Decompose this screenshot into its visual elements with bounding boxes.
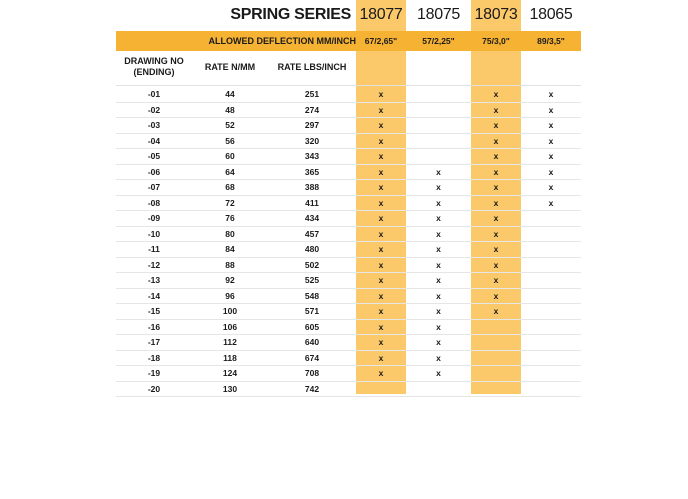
cell-mark-18073: x [493,244,499,254]
cell-mark-18065: x [548,197,554,208]
cell-rate-nmm: 68 [225,182,235,192]
cell-mark-18075: x [436,182,441,192]
cell-rate-lbs: 320 [304,135,320,146]
cell-rate-nmm: 72 [225,197,235,208]
cell-rate-lbs: 525 [304,275,320,285]
cell-mark-18065: x [548,120,554,130]
cell-mark-18075: x [436,352,441,363]
cell-rate-nmm: 56 [225,135,235,146]
cell-drawing-no: -16 [147,321,161,332]
cell-rate-lbs: 297 [304,120,320,130]
cell-mark-18075: x [436,213,441,223]
cell-mark-18077: x [378,368,384,378]
cell-mark-18073: x [493,306,499,316]
cell-mark-18073: x [493,228,499,239]
cell-drawing-no: -18 [147,352,161,363]
cell-mark-18077: x [378,352,384,363]
cell-drawing-no: -07 [147,182,161,192]
cell-drawing-no: -01 [147,89,161,99]
series-18075: 18075 [417,6,460,23]
cell-mark-18077: x [378,259,384,270]
cell-mark-18065: x [548,89,554,99]
cell-mark-18075: x [436,368,441,378]
cell-rate-nmm: 118 [223,352,237,363]
cell-mark-18077: x [378,290,384,301]
cell-rate-lbs: 388 [304,182,320,192]
table-row [116,148,581,165]
cell-mark-18077: x [378,135,384,146]
cell-rate-nmm: 106 [222,321,238,332]
deflection-18077: 67/2,65" [364,36,398,46]
table-row [116,164,581,181]
cell-rate-nmm: 112 [223,337,237,347]
table-row [116,117,581,134]
cell-mark-18077: x [378,244,384,254]
cell-rate-lbs: 708 [304,368,320,378]
table-row [116,226,581,243]
header-rate-lbs: RATE LBS/INCH [277,62,347,72]
cell-mark-18075: x [436,337,441,347]
cell-mark-18073: x [493,104,499,115]
cell-mark-18077: x [378,197,384,208]
cell-rate-nmm: 64 [225,166,235,177]
deflection-18073: 75/3,0" [482,36,510,46]
cell-rate-lbs: 434 [304,213,320,223]
cell-rate-nmm: 124 [222,368,238,378]
cell-rate-nmm: 130 [222,383,238,394]
cell-drawing-no: -08 [147,197,161,208]
header-rate-nmm: RATE N/MM [204,62,256,72]
cell-mark-18077: x [378,120,384,130]
cell-drawing-no: -12 [147,259,161,270]
cell-drawing-no: -15 [147,306,161,316]
cell-drawing-no: -04 [147,135,161,146]
cell-mark-18075: x [436,166,441,177]
cell-mark-18075: x [436,197,441,208]
cell-drawing-no: -05 [147,151,161,161]
cell-mark-18073: x [493,275,499,285]
cell-rate-nmm: 92 [225,275,235,285]
cell-mark-18073: x [493,151,499,161]
table-row [116,133,581,150]
cell-mark-18073: x [493,213,499,223]
series-18077: 18077 [359,6,403,23]
cell-mark-18073: x [493,120,499,130]
series-header-row [116,0,581,30]
cell-mark-18075: x [436,275,441,285]
cell-mark-18073: x [493,182,499,192]
cell-drawing-no: -10 [147,228,161,239]
cell-rate-lbs: 251 [304,89,320,99]
cell-mark-18077: x [378,89,384,99]
cell-mark-18075: x [436,321,441,332]
cell-rate-nmm: 96 [225,290,235,301]
cell-mark-18077: x [378,337,384,347]
cell-mark-18073: x [493,135,499,146]
table-row [116,334,581,351]
deflection-18075: 57/2,25" [422,36,455,46]
cell-mark-18073: x [493,197,499,208]
column-header-row [116,51,581,86]
cell-drawing-no: -14 [147,290,161,301]
cell-rate-nmm: 84 [225,244,235,254]
header-drawing-no-ending: (ENDING) [133,67,175,77]
cell-rate-lbs: 502 [304,259,320,270]
cell-mark-18075: x [436,259,441,270]
cell-rate-lbs: 674 [304,352,320,363]
table-title: SPRING SERIES [230,6,351,23]
cell-rate-nmm: 80 [225,228,235,239]
cell-drawing-no: -19 [147,368,161,378]
cell-rate-nmm: 76 [225,213,235,223]
cell-mark-18075: x [436,306,441,316]
cell-mark-18077: x [378,166,384,177]
cell-rate-lbs: 640 [304,337,320,347]
table-row [116,365,581,382]
deflection-band [116,31,581,51]
table-row [116,303,581,320]
cell-drawing-no: -09 [147,213,161,223]
header-drawing-no: DRAWING NO [124,56,184,66]
cell-mark-18075: x [436,290,441,301]
cell-drawing-no: -03 [147,120,161,130]
cell-mark-18077: x [378,228,384,239]
cell-mark-18073: x [493,290,499,301]
table-row [116,241,581,258]
table-row [116,195,581,212]
cell-rate-lbs: 457 [304,228,320,239]
cell-rate-nmm: 60 [225,151,235,161]
table-row [116,381,581,398]
cell-rate-lbs: 742 [304,383,320,394]
cell-rate-lbs: 548 [304,290,320,301]
cell-drawing-no: -06 [147,166,161,177]
cell-mark-18077: x [378,151,384,161]
cell-mark-18065: x [548,151,554,161]
table-row [116,350,581,367]
table-row [116,319,581,336]
cell-drawing-no: -13 [147,275,161,285]
cell-mark-18077: x [378,213,384,223]
cell-drawing-no: -20 [147,383,161,394]
cell-rate-nmm: 88 [225,259,235,270]
cell-mark-18075: x [436,228,441,239]
cell-mark-18077: x [378,275,384,285]
cell-rate-lbs: 365 [304,166,320,177]
cell-rate-nmm: 100 [222,306,238,316]
cell-mark-18073: x [493,89,499,99]
cell-rate-nmm: 48 [225,104,235,115]
cell-rate-lbs: 480 [304,244,320,254]
cell-mark-18073: x [493,166,499,177]
cell-rate-lbs: 571 [304,306,320,316]
cell-mark-18073: x [493,259,499,270]
cell-mark-18077: x [378,306,384,316]
cell-mark-18065: x [548,104,554,115]
cell-mark-18077: x [378,321,384,332]
cell-mark-18077: x [378,104,384,115]
cell-drawing-no: -17 [147,337,161,347]
cell-drawing-no: -11 [148,244,160,254]
cell-mark-18065: x [548,182,554,192]
table-row [116,179,581,196]
series-18065: 18065 [529,6,573,23]
deflection-label: ALLOWED DEFLECTION MM/INCH [208,36,356,46]
cell-rate-lbs: 343 [304,151,320,161]
cell-mark-18065: x [548,166,554,177]
deflection-18065: 89/3,5" [537,36,565,46]
table-row [116,210,581,227]
table-row [116,86,581,103]
cell-rate-lbs: 274 [304,104,320,115]
series-18073: 18073 [474,6,518,23]
cell-rate-nmm: 44 [225,89,235,99]
cell-mark-18077: x [378,182,384,192]
cell-rate-lbs: 411 [305,197,319,208]
table-row [116,288,581,305]
cell-rate-lbs: 605 [304,321,320,332]
cell-drawing-no: -02 [147,104,161,115]
table-row [116,257,581,274]
table-row [116,272,581,289]
table-row [116,102,581,119]
cell-mark-18075: x [436,244,441,254]
cell-mark-18065: x [548,135,554,146]
cell-rate-nmm: 52 [225,120,235,130]
